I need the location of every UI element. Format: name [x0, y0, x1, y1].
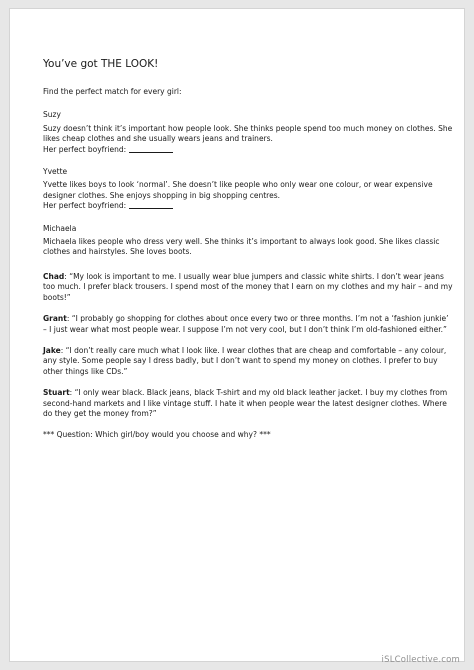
boyfriend-label: Her perfect boyfriend:: [43, 144, 127, 154]
boyfriend-label: Her perfect boyfriend:: [43, 201, 127, 211]
page-title: You’ve got THE LOOK!: [43, 58, 159, 70]
girl-description: Michaela likes people who dress very well. She thinks it’s important to always look good. She likes classic clothes and hairstyles. She loves boots.: [43, 237, 440, 257]
answer-blank[interactable]: [129, 145, 173, 153]
boy-name: Jake: [43, 345, 61, 355]
girl-description: Yvette likes boys to look ‘normal’. She doesn’t like people who only wear one colour, or wear expensive designer clothes. She enjoys shopping in big shopping centres.: [43, 180, 433, 200]
boy-block-stuart: [43, 388, 453, 419]
boy-quote: : “I probably go shopping for clothes about once every two or three months. I’m not a ‘fashion junkie’ – I just wear what most people wear. I suppose I’m not very cool, but I don’t think I’m old-fashioned either.”: [43, 314, 449, 334]
discussion-question: *** Question: Which girl/boy would you choose and why? ***: [43, 430, 271, 440]
instruction-text: Find the perfect match for every girl:: [43, 87, 182, 96]
boy-quote: : “I only wear black. Black jeans, black T-shirt and my old black leather jacket. I buy my clothes from second-hand markets and I like vintage stuff. I hate it when people wear the latest designer clothes. Where do they get the money from?”: [43, 388, 448, 418]
girl-block-michaela: [43, 224, 453, 258]
boyfriend-line: [43, 145, 453, 155]
boy-name: Stuart: [43, 388, 70, 398]
boy-quote: : “My look is important to me. I usually wear blue jumpers and classic white shirts. I don’t wear jeans too much. I prefer black trousers. I spend most of the money that I earn on my clothes and my hair – and my boots!”: [43, 271, 453, 302]
boy-name: Grant: [43, 314, 67, 324]
girl-block-suzy: [43, 110, 453, 155]
site-watermark: iSLCollective.com: [381, 655, 460, 665]
answer-blank[interactable]: [129, 201, 173, 209]
boy-block-chad: [43, 272, 453, 303]
boy-name: Chad: [43, 271, 65, 281]
boy-block-jake: [43, 346, 453, 377]
boy-block-grant: [43, 314, 453, 335]
girl-name: Yvette: [43, 167, 68, 177]
girl-name: Michaela: [43, 223, 77, 233]
worksheet-page: [10, 9, 464, 661]
girl-description: Suzy doesn’t think it’s important how people look. She thinks people spend too much money on clothes. She likes cheap clothes and she usually wears jeans and trainers.: [43, 123, 453, 144]
girl-block-yvette: [43, 167, 453, 212]
boyfriend-line: [43, 201, 453, 211]
girl-name: Suzy: [43, 110, 61, 120]
worksheet-content: [43, 57, 453, 441]
boy-quote: : “I don’t really care much what I look like. I wear clothes that are cheap and comfortable – any colour, any style. Some people say I dress badly, but I don’t want to spend my money on clothes. I prefer to buy other things like CDs.”: [43, 345, 447, 376]
